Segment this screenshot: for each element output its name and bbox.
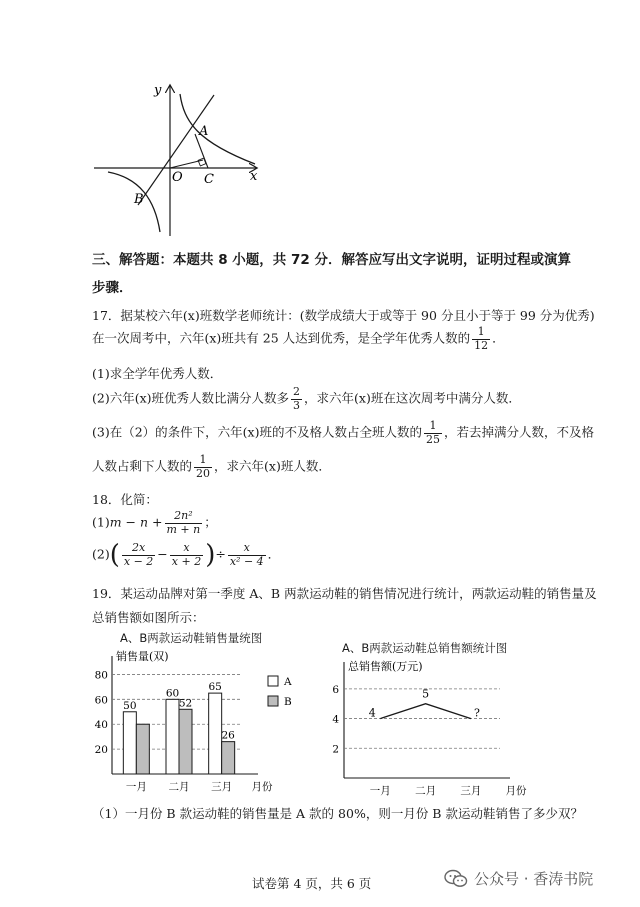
q17-part2: (2)六年(x)班优秀人数比满分人数多 $\frac{2}{3}$ ，求六年(x)班在这次周考中满分人数． [92,385,521,412]
bar-A-2 [166,699,179,774]
fraction: $\frac{1}{25}$ [425,419,440,446]
q19-line1: 19．某运动品牌对第一季度 A、B 两款运动鞋的销售情况进行统计，两款运动鞋的销售量及 [92,586,597,601]
bar-value-label: 26 [221,729,235,742]
fraction: $\frac{x}{x + 2}$ [171,540,202,568]
q17-line2: 在一次周考中，六年(x)班共有 25 人达到优秀，是全学年优秀人数的 $\frac{1}{12}$ ． [92,325,505,352]
x-tick-label: 三月 [460,785,482,796]
coordinate-graph [90,80,270,240]
q18-title: 18．化简： [92,492,158,507]
q19-question1: （1）一月份 B 款运动鞋的销售量是 A 款的 80%，则一月份 B 款运动鞋销售了多少双？ [92,806,583,821]
fraction: $\frac{\text{2n²}}{m + n}$ [166,509,201,536]
wechat-icon [444,869,468,889]
q17-intro: 17．据某校六年(x)班数学老师统计：(数学成绩大于或等于 90 分且小于等于 99 分为优秀) [92,308,595,323]
line-chart [320,656,550,796]
legend-label-A: A [284,676,292,688]
section-heading-cont: 步骤． [92,280,133,296]
x-tick-label: 二月 [415,785,437,796]
bar-value-label: 60 [165,687,180,700]
y-tick-label: 2 [332,743,339,756]
x-tick-label: 一月 [125,781,147,793]
point-C-label: C [204,172,214,187]
axis-y-label: y [154,83,162,98]
y-tick-label: 20 [94,744,108,757]
point-O-label: O [172,170,183,185]
page-footer: 试卷第 4 页，共 6 页 [252,876,372,891]
legend-swatch-B [268,696,278,706]
y-axis-label: 总销售额(万元) [348,660,423,673]
q17-part3-cont: 人数占剩下人数的 $\frac{1}{20}$ ，求六年(x)班人数． [92,453,331,480]
q18-part1: (1)m − n + $\frac{\text{2n²}}{m + n}$ ； [92,509,217,536]
bar-A-1 [123,712,136,774]
x-axis-label: 月份 [251,781,273,793]
bar-value-label: 52 [178,697,193,710]
bar-value-label: 65 [208,681,222,694]
point-label: ? [473,706,480,720]
axis-x-label: x [250,169,258,184]
point-B-label: B [134,192,144,207]
fraction: $\frac{2x}{x - 2}$ [123,540,154,568]
point-A-label: A [199,124,209,139]
fraction: $\frac{x}{\text{x² − 4}}$ [229,540,264,568]
y-axis-label: 销售量(双) [116,650,169,663]
bar-chart-title: A、B两款运动鞋销售量统图 [120,631,263,645]
bar-value-label: 50 [123,699,137,712]
bar-B-3 [222,742,235,774]
fraction: $\frac{2}{3}$ [293,385,301,412]
watermark [444,868,593,889]
bar-A-3 [209,693,222,774]
section-heading: 三、解答题：本题共 8 小题，共 72 分．解答应写出文字说明，证明过程或演算 [92,252,571,268]
watermark-text: 公众号 · 香涛书院 [474,870,594,888]
line-through-AB [138,95,214,205]
sales-line [380,704,471,719]
point-label: 5 [422,687,430,701]
y-tick-label: 80 [94,669,108,682]
q17-part1: (1)求全学年优秀人数． [92,366,223,381]
hyperbola-branch-1 [180,94,255,164]
q18-part2: (2)( $\frac{2x}{x - 2}$ − $\frac{x}{x + 2}$ )÷ $\frac{x}{\text{x² − 4}}$ ． [92,540,281,570]
fraction: $\frac{1}{20}$ [196,453,211,480]
x-tick-label: 三月 [211,781,233,793]
bar-B-1 [136,724,149,774]
legend-label-B: B [284,696,292,708]
point-label: 4 [368,706,376,720]
y-tick-label: 40 [94,719,108,732]
x-axis-label: 月份 [505,785,527,796]
bar-chart [88,648,310,794]
y-tick-label: 4 [332,713,339,726]
q17-part3: (3)在（2）的条件下，六年(x)班的不及格人数占全班人数的 $\frac{1}{25}$ ，若去掉满分人数，不及格 [92,419,594,446]
q19-line2: 总销售额如图所示： [92,610,205,625]
x-tick-label: 二月 [168,781,190,793]
legend-swatch-A [268,676,278,686]
bar-B-2 [179,709,192,774]
x-tick-label: 一月 [369,785,391,796]
fraction: $\frac{1}{12}$ [474,325,489,352]
line-chart-title: A、B两款运动鞋总销售额统计图 [342,641,508,655]
y-tick-label: 6 [332,683,339,696]
y-tick-label: 60 [94,694,108,707]
